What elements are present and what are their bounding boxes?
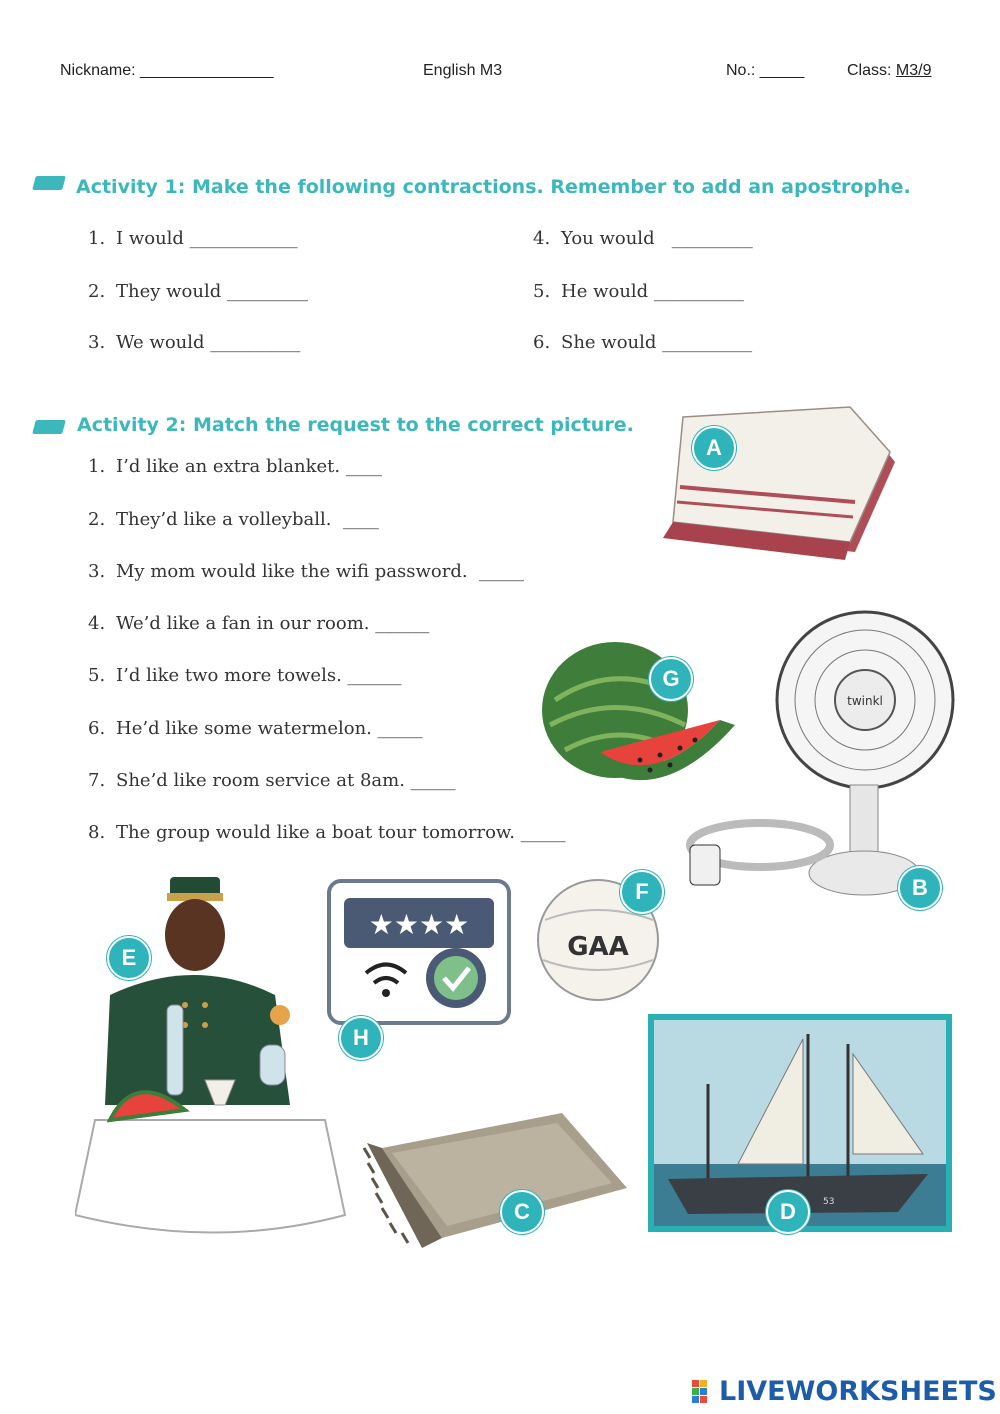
activity1-title: Activity 1: Make the following contractions. Remember to add an apostrophe. bbox=[76, 176, 911, 198]
contraction-item-4[interactable]: 4. You would _________ bbox=[533, 228, 753, 249]
class-value: M3/9 bbox=[895, 62, 932, 79]
match-item-4[interactable]: 4. We’d like a fan in our room. ______ bbox=[88, 613, 430, 634]
activity2-flag-icon bbox=[32, 420, 66, 434]
contraction-item-2[interactable]: 2. They would _________ bbox=[88, 281, 308, 302]
badge-b: B bbox=[898, 866, 942, 910]
match-item-5[interactable]: 5. I’d like two more towels. ______ bbox=[88, 665, 402, 686]
liveworksheets-logo-icon bbox=[692, 1380, 716, 1404]
password-stars: ★★★★ bbox=[368, 908, 470, 941]
match-item-2[interactable]: 2. They’d like a volleyball. ____ bbox=[88, 509, 379, 530]
class-field bbox=[847, 62, 931, 80]
nickname-field[interactable]: Nickname: _______________ bbox=[60, 62, 274, 79]
wifi-password-picture bbox=[326, 878, 512, 1028]
contraction-item-6[interactable]: 6. She would __________ bbox=[533, 332, 753, 353]
match-item-8[interactable]: 8. The group would like a boat tour tomorrow. _____ bbox=[88, 822, 566, 843]
badge-e: E bbox=[107, 936, 151, 980]
fan-brand: twinkl bbox=[847, 694, 883, 708]
room-service-picture bbox=[75, 875, 350, 1245]
badge-g: G bbox=[649, 657, 693, 701]
blanket-picture bbox=[362, 1108, 632, 1253]
footer-brand: LIVEWORKSHEETS bbox=[692, 1376, 997, 1407]
towel-picture bbox=[655, 402, 905, 572]
activity2-title: Activity 2: Match the request to the correct picture. bbox=[77, 414, 634, 436]
contraction-item-5[interactable]: 5. He would __________ bbox=[533, 281, 744, 302]
badge-c: C bbox=[500, 1190, 544, 1234]
match-item-6[interactable]: 6. He’d like some watermelon. _____ bbox=[88, 718, 423, 739]
number-field[interactable]: No.: _____ bbox=[726, 62, 805, 79]
class-label: Class: bbox=[847, 62, 892, 79]
match-item-1[interactable]: 1. I’d like an extra blanket. ____ bbox=[88, 456, 382, 477]
activity1-flag-icon bbox=[32, 176, 66, 190]
match-item-7[interactable]: 7. She’d like room service at 8am. _____ bbox=[88, 770, 456, 791]
badge-d: D bbox=[766, 1190, 810, 1234]
boat-number: 53 bbox=[823, 1197, 835, 1207]
contraction-item-3[interactable]: 3. We would __________ bbox=[88, 332, 301, 353]
ball-logo: GAA bbox=[567, 932, 629, 962]
match-item-3[interactable]: 3. My mom would like the wifi password. _____ bbox=[88, 561, 525, 582]
badge-a: A bbox=[692, 426, 736, 470]
subject-label: English M3 bbox=[423, 62, 503, 79]
badge-h: H bbox=[339, 1016, 383, 1060]
contraction-item-1[interactable]: 1. I would ____________ bbox=[88, 228, 298, 249]
badge-f: F bbox=[620, 870, 664, 914]
